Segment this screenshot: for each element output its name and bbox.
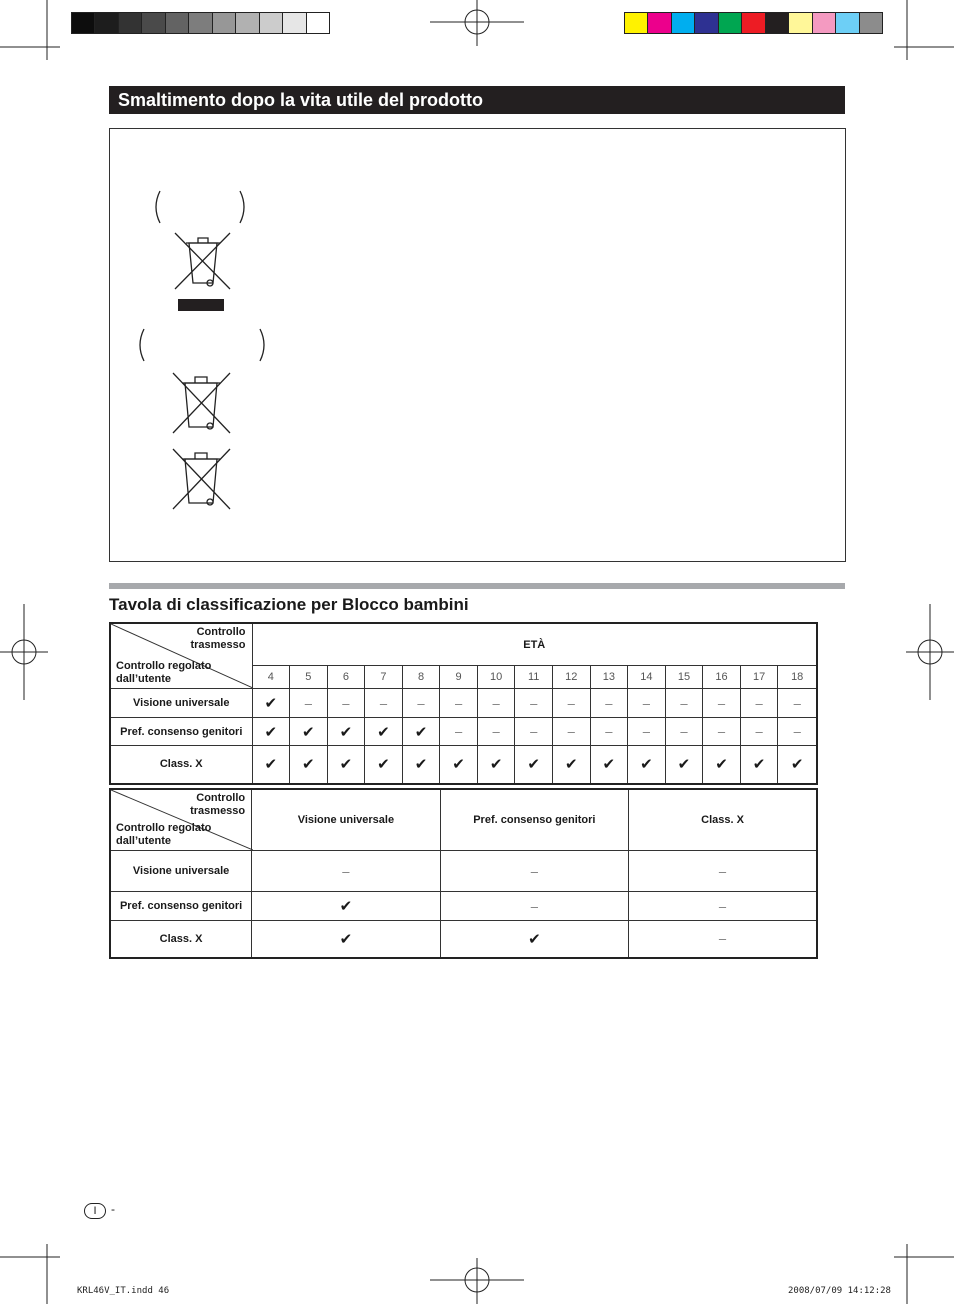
weee-crossed-bin-icon [170, 447, 234, 511]
dash-cell: – [703, 718, 741, 746]
dash-cell: – [327, 689, 365, 718]
column-header: Class. X [629, 789, 817, 851]
dash-cell: – [440, 689, 478, 718]
row-label: Pref. consenso genitori [110, 718, 252, 746]
dash-cell: – [515, 689, 553, 718]
age-cell: 4 [252, 666, 290, 689]
check-mark-cell: ✔ [252, 892, 440, 921]
age-cell: 13 [590, 666, 628, 689]
age-cell: 16 [703, 666, 741, 689]
dash-cell: – [629, 892, 817, 921]
footer-date-info: 2008/07/09 14:12:28 [788, 1286, 891, 1296]
dash-cell: – [440, 718, 478, 746]
dash-cell: – [553, 718, 591, 746]
language-page-marker: I [84, 1203, 106, 1219]
dash-cell: – [628, 718, 666, 746]
corner-top-label: Controllo trasmesso [190, 626, 246, 651]
check-mark-cell: ✔ [515, 746, 553, 784]
age-cell: 17 [740, 666, 778, 689]
check-mark-cell: ✔ [252, 746, 290, 784]
row-label: Class. X [110, 921, 252, 958]
dash-cell: – [628, 689, 666, 718]
check-mark-cell: ✔ [440, 746, 478, 784]
dash-cell: – [629, 921, 817, 958]
check-mark-cell: ✔ [440, 921, 628, 958]
dash-cell: – [665, 718, 703, 746]
corner-bottom-label: Controllo regolato dall’utente [116, 822, 212, 847]
bracket-pair [150, 189, 260, 225]
table-corner-cell [110, 623, 252, 689]
section-title: Smaltimento dopo la vita utile del prodotto [109, 86, 845, 114]
dash-cell: – [703, 689, 741, 718]
age-cell: 12 [553, 666, 591, 689]
row-label: Visione universale [110, 851, 252, 892]
age-cell: 7 [365, 666, 403, 689]
dash-cell: – [515, 718, 553, 746]
check-mark-cell: ✔ [628, 746, 666, 784]
age-rating-table [109, 622, 818, 785]
check-mark-cell: ✔ [590, 746, 628, 784]
dash-cell: – [778, 718, 817, 746]
dash-cell: – [290, 689, 328, 718]
check-mark-cell: ✔ [365, 718, 403, 746]
dash-cell: – [590, 718, 628, 746]
weee-crossed-bin-icon [170, 371, 234, 435]
disposal-info-box [109, 128, 846, 562]
check-mark-cell: ✔ [402, 718, 440, 746]
dash-cell: – [665, 689, 703, 718]
age-cell: 5 [290, 666, 328, 689]
check-mark-cell: ✔ [703, 746, 741, 784]
age-cell: 15 [665, 666, 703, 689]
column-header: Pref. consenso genitori [440, 789, 628, 851]
check-mark-cell: ✔ [778, 746, 817, 784]
rating-matrix-table [109, 788, 818, 959]
dash-cell: – [440, 851, 628, 892]
row-label: Pref. consenso genitori [110, 892, 252, 921]
dash-cell: – [590, 689, 628, 718]
dash-cell: – [553, 689, 591, 718]
dash-cell: – [365, 689, 403, 718]
check-mark-cell: ✔ [290, 746, 328, 784]
check-mark-cell: ✔ [252, 718, 290, 746]
check-mark-cell: ✔ [252, 921, 440, 958]
dash-cell: – [477, 689, 515, 718]
check-mark-cell: ✔ [477, 746, 515, 784]
dash-cell: – [440, 892, 628, 921]
table-row [110, 718, 817, 746]
section-divider [109, 583, 845, 589]
dash-cell: – [477, 718, 515, 746]
check-mark-cell: ✔ [327, 718, 365, 746]
row-label: Visione universale [110, 689, 252, 718]
age-cell: 9 [440, 666, 478, 689]
dash-cell: – [740, 718, 778, 746]
dash-cell: – [402, 689, 440, 718]
row-label: Class. X [110, 746, 252, 784]
corner-bottom-label: Controllo regolato dall’utente [116, 660, 212, 685]
age-cell: 8 [402, 666, 440, 689]
bracket-pair [134, 327, 270, 363]
check-mark-cell: ✔ [365, 746, 403, 784]
age-cell: 6 [327, 666, 365, 689]
check-mark-cell: ✔ [665, 746, 703, 784]
column-header: Visione universale [252, 789, 440, 851]
age-cell: 10 [477, 666, 515, 689]
dash-cell: – [629, 851, 817, 892]
dash-cell: – [778, 689, 817, 718]
age-header: ETÀ [252, 623, 817, 666]
check-mark-cell: ✔ [402, 746, 440, 784]
child-lock-title: Tavola di classificazione per Blocco bambini [109, 595, 469, 614]
table-row [110, 746, 817, 784]
weee-crossed-bin-icon [172, 229, 234, 313]
check-mark-cell: ✔ [252, 689, 290, 718]
age-cell: 18 [778, 666, 817, 689]
table-row [110, 921, 817, 958]
corner-top-label: Controllo trasmesso [190, 792, 246, 817]
table-row [110, 851, 817, 892]
check-mark-cell: ✔ [553, 746, 591, 784]
dash-cell: – [740, 689, 778, 718]
table-row [110, 892, 817, 921]
age-cell: 14 [628, 666, 666, 689]
check-mark-cell: ✔ [740, 746, 778, 784]
table-corner-cell [110, 789, 252, 851]
footer-file-info: KRL46V_IT.indd 46 [77, 1286, 170, 1296]
age-cell: 11 [515, 666, 553, 689]
dash-cell: – [252, 851, 440, 892]
page-dash: - [111, 1202, 115, 1216]
table-row [110, 689, 817, 718]
check-mark-cell: ✔ [290, 718, 328, 746]
check-mark-cell: ✔ [327, 746, 365, 784]
